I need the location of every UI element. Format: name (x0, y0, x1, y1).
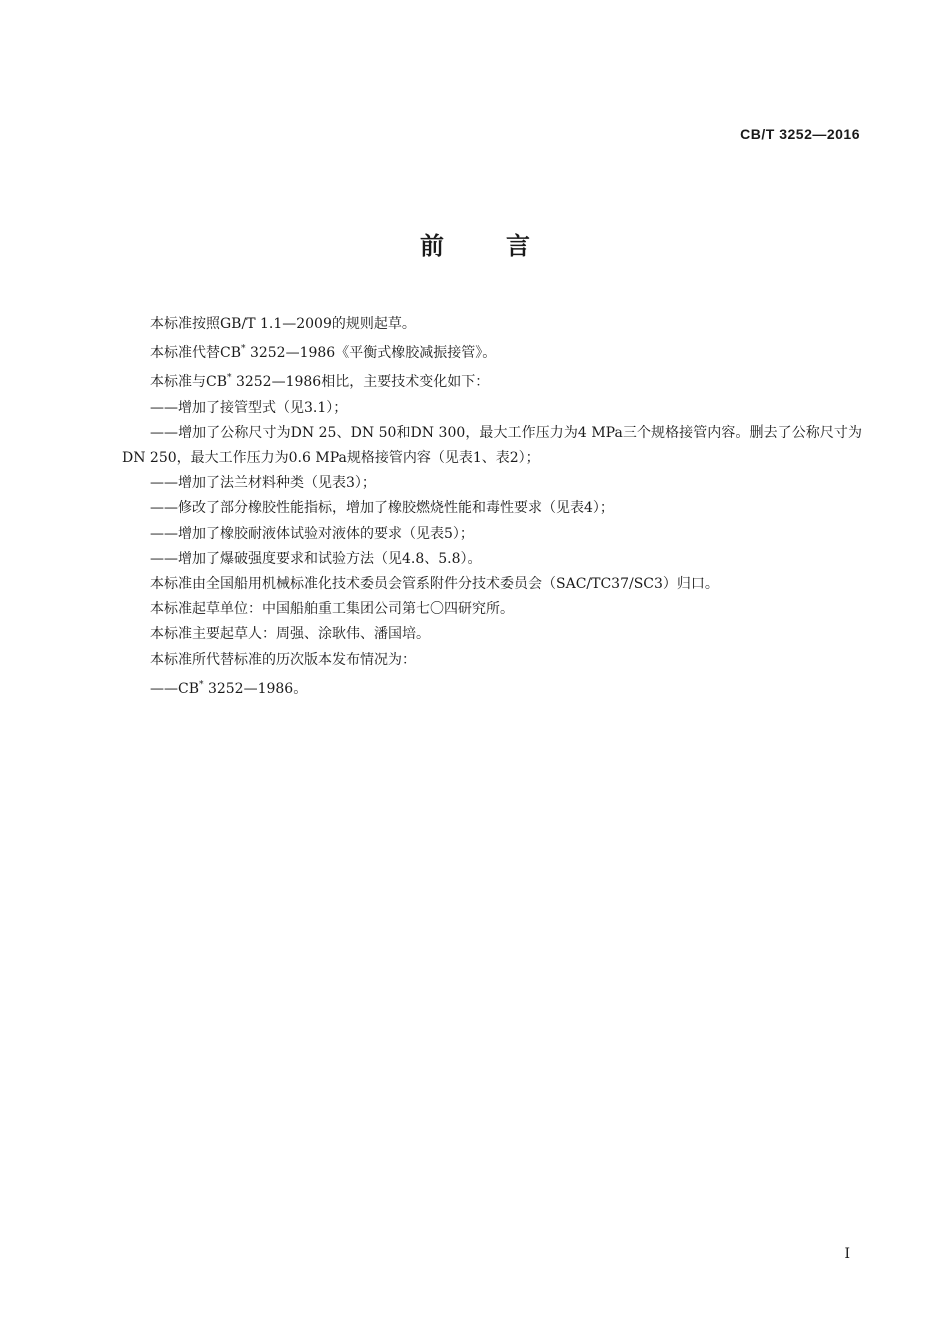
paragraph-changes-intro (122, 366, 862, 395)
changes-intro-a: 本标准与CB (150, 374, 227, 391)
standard-code: CB/T 3252—2016 (740, 126, 860, 142)
history-item-a: ——CB (150, 680, 199, 697)
history-item-superscript: * (199, 679, 204, 690)
change-item: ——增加了橡胶耐液体试验对液体的要求（见表5）； (150, 525, 474, 542)
change-item: ——增加了法兰材料种类（见表3）； (150, 475, 376, 492)
paragraph-committee: 本标准由全国船用机械标准化技术委员会管系附件分技术委员会（SAC/TC37/SC3）归口。 (150, 576, 719, 593)
title-char-2: 言 (506, 232, 530, 260)
paragraph-replaces (122, 337, 862, 366)
replaces-text-b: 3252—1986《平衡式橡胶减振接管》。 (245, 345, 497, 362)
changes-intro-b: 3252—1986相比，主要技术变化如下： (231, 374, 490, 391)
paragraph-drafters: 本标准主要起草人：周强、涂耿伟、潘国培。 (150, 626, 430, 643)
page-number: I (844, 1246, 850, 1262)
change-item: ——增加了公称尺寸为DN 25、DN 50和DN 300，最大工作压力为4 MPa三个规格接管内容。删去了公称尺寸为DN 250，最大工作压力为0.6 MPa规格接管内容（见表1、表2）； (122, 424, 862, 467)
changes-intro-superscript: * (227, 373, 232, 384)
change-item: ——增加了接管型式（见3.1）； (150, 399, 348, 416)
paragraph-history-intro: 本标准所代替标准的历次版本发布情况为： (150, 651, 416, 668)
history-item-b: 3252—1986。 (203, 680, 308, 697)
paragraph-drafting-unit: 本标准起草单位：中国船舶重工集团公司第七〇四研究所。 (150, 601, 514, 618)
paragraph-history-item (122, 673, 862, 702)
replaces-text-a: 本标准代替CB (150, 345, 241, 362)
change-item: ——修改了部分橡胶性能指标，增加了橡胶燃烧性能和毒性要求（见表4）； (150, 500, 614, 517)
page-title (0, 226, 950, 261)
change-item: ——增加了爆破强度要求和试验方法（见4.8、5.8）。 (150, 550, 482, 567)
paragraph-drafting-rules: 本标准按照GB/T 1.1—2009的规则起草。 (150, 316, 416, 332)
foreword-body (122, 312, 862, 702)
replaces-superscript: * (241, 344, 246, 355)
title-char-1: 前 (420, 232, 444, 260)
